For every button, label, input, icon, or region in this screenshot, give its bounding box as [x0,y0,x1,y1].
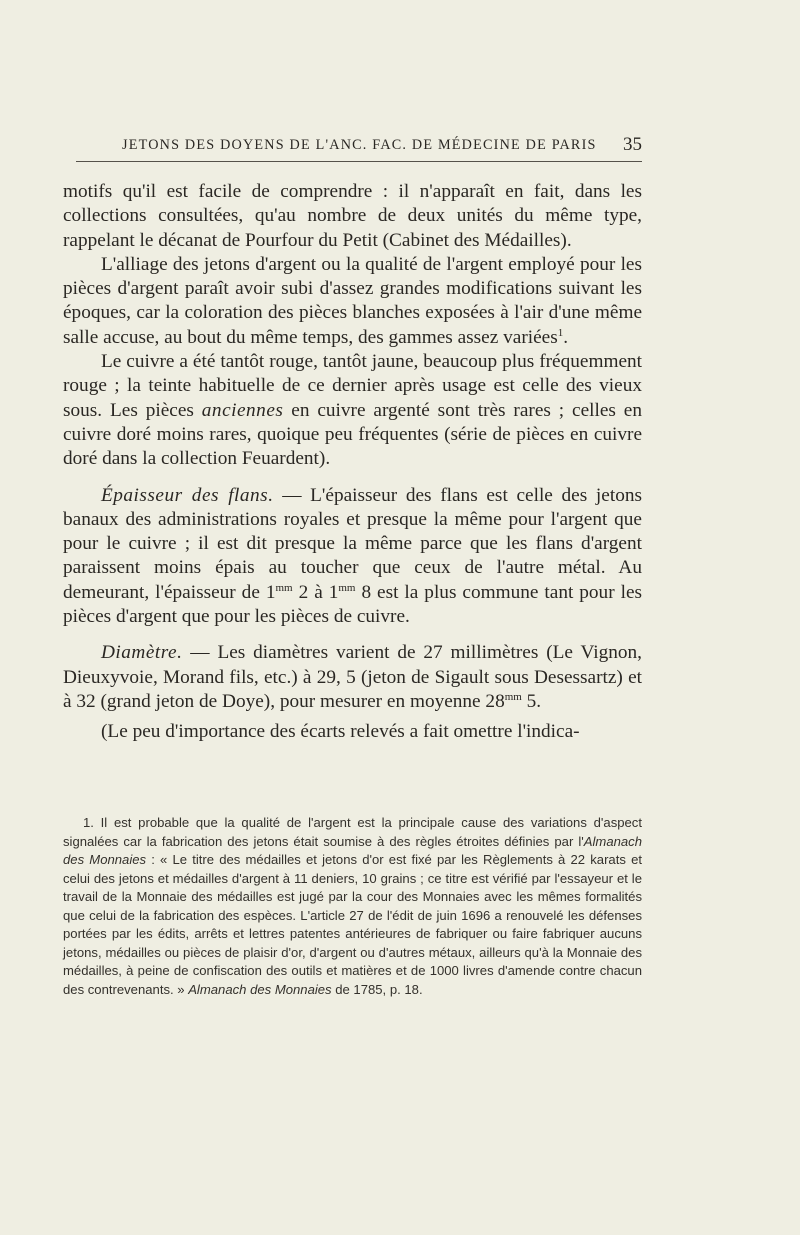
footnote-ref: 1 [557,326,564,339]
paragraph-copper [63,350,642,471]
unit-mm: mm [504,690,522,703]
running-title: JETONS DES DOYENS DE L'ANC. FAC. DE MÉDECINE DE PARIS [122,137,597,153]
paragraph-thickness-c: 8 est la plus commune tant pour les pièces d'argent que pour les pièces de cuivre. [63,581,643,628]
paragraph-diameter-b: 5. [521,690,542,712]
paragraph-1: motifs qu'il est facile de comprendre : il n'apparaît en fait, dans les collections consultées, qu'au nombre de deux unités du même type, rappelant le décanat de Pourfour du Petit (Cabinet des Médailles). [63,181,642,251]
paragraph-copper-b: en cuivre argenté sont très rares ; celles en cuivre doré moins rares, quoique peu fréquentes (série de pièces en cuivre doré dans la collection Feuardent). [63,399,642,470]
paragraph-thickness-a: — L'épaisseur des flans est celle des jetons banaux des administrations royales et presque la même pour l'argent que pour le cuivre ; il est dit presque la même parce que les flans d'argent paraissent moins épais au toucher que ceux de l'autre métal. Au demeurant, l'épaisseur de 1 [63,484,642,603]
paragraph-copper-a: Le cuivre a été tantôt rouge, tantôt jaune, beaucoup plus fréquemment rouge ; la teinte habituelle de ce dernier après usage est celle des vieux sous. Les pièces [63,351,642,421]
page-number: 35 [623,134,642,155]
section-heading-diameter: Diamètre. [101,642,183,664]
footnote-1 [63,814,642,999]
header-rule [76,161,642,162]
footnote-1-title: Almanach des Monnaies [63,833,642,867]
paragraph-thickness-b: 2 à 1 [292,581,339,603]
main-text [63,180,642,745]
paragraph-thickness [63,484,642,630]
footnote-1-source: Almanach des Monnaies [188,981,332,997]
footnote-1-a: 1. Il est probable que la qualité de l'argent est la principale cause des variations d'aspect signalées car la fabrication des jetons était soumise à des règles étroites définies par l' [63,815,642,849]
running-head [76,136,642,160]
paragraph-alloy [63,253,642,350]
footnote-1-c: de 1785, p. 18. [331,981,423,997]
paragraph-diameter-a: — Les diamètres varient de 27 millimètres (Le Vignon, Dieuxyvoie, Morand fils, etc.) à 29, 5 (jeton de Sigault sous Desessartz) et à 32 (grand jeton de Doye), pour mesurer en moyenne 28 [63,642,642,712]
paragraph-alloy-text: L'alliage des jetons d'argent ou la qualité de l'argent employé pour les pièces d'argent paraît avoir subi d'assez grandes modifications suivant les époques, car la coloration des pièces blanches exposées à l'air d'une même salle accuse, au bout du même temps, des gammes assez variées [63,253,642,348]
section-heading-thickness: Épaisseur des flans. [101,484,274,506]
paragraph-diameter [63,641,642,714]
emphasis-anciennes: anciennes [201,399,284,421]
footnotes [63,814,642,999]
unit-mm: mm [275,581,293,594]
paragraph-continued: (Le peu d'importance des écarts relevés a fait omettre l'indica- [101,721,580,743]
footnote-1-b: : « Le titre des médailles et jetons d'or est fixé par les Règlements à 22 karats et celui des jetons et médailles d'argent à 11 deniers, 10 grains ; ce titre est vérifié par l'essayeur et le travail de la Monnaie des médailles est jugé par la cour des Monnaies avec les mêmes formalités que celui de la fabrication des espèces. L'article 27 de l'édit de juin 1696 a renouvelé les défenses portées par les édits, arrêts et lettres patentes antérieures de fabriquer ou faire fabriquer aucuns jetons, médailles ou pièces de plaisir d'or, d'argent ou d'autres métaux, ailleurs qu'à la Monnaie des médailles, à peine de confiscation des outils et matières et de 1000 livres d'amende contre chacun des contrevenants. » [63,852,642,997]
paragraph-alloy-end: . [563,326,569,348]
unit-mm: mm [338,581,356,594]
